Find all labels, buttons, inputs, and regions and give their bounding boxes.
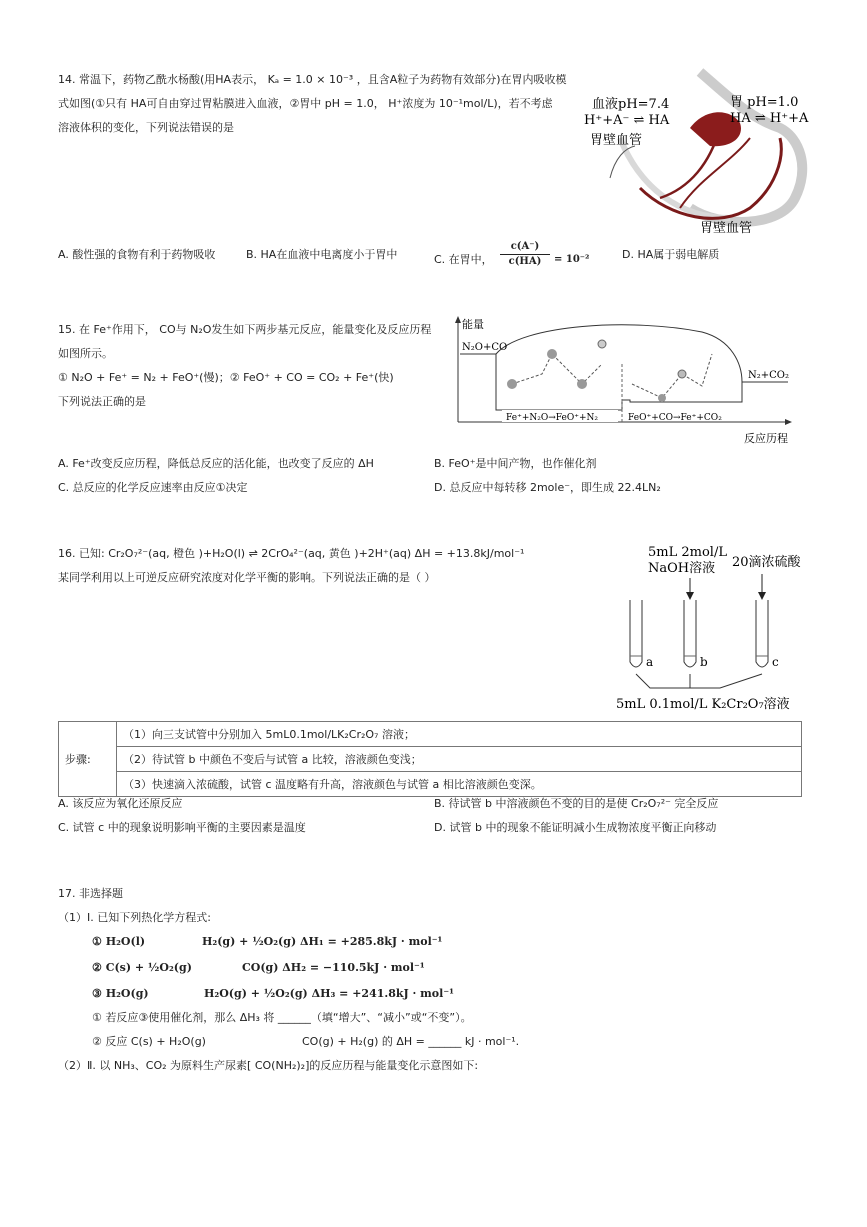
q16-option-d: D. 试管 b 中的现象不能证明减小生成物浓度平衡正向移动 — [434, 821, 717, 834]
q17-eq3-right: H₂O(g) + ½O₂(g) ΔH₃ = +241.8kJ · mol⁻¹ — [204, 987, 454, 1000]
q15-option-a: A. Fe⁺改变反应历程，降低总反应的活化能，也改变了反应的 ΔH — [58, 457, 374, 470]
naoh-label-line2: NaOH溶液 — [648, 561, 716, 576]
test-tubes-figure — [610, 540, 820, 715]
q15-option-c: C. 总反应的化学反应速率由反应①决定 — [58, 481, 248, 494]
tube-c-label: c — [772, 655, 779, 669]
step1-label: Fe⁺+N₂O→FeO⁺+N₂ — [506, 413, 599, 423]
q17-sub2-left: ② 反应 C(s) + H₂O(g) — [92, 1035, 206, 1048]
q14-option-d: D. HA属于弱电解质 — [622, 248, 720, 261]
q15-stem-line1: 15. 在 Fe⁺作用下， CO与 N₂O发生如下两步基元反应，能量变化及反应历程 — [58, 323, 432, 336]
q15-stem-line4: 下列说法正确的是 — [58, 395, 146, 408]
q15-option-b: B. FeO⁺是中间产物，也作催化剂 — [434, 457, 597, 470]
blood-equilibrium: H⁺+A⁻ ⇌ HA — [584, 113, 670, 128]
wall-vessel-label-2: 胃壁血管 — [700, 221, 753, 236]
tube-a-label: a — [646, 655, 654, 669]
q16-stem-line1: 16. 已知: Cr₂O₇²⁻(aq, 橙色 )+H₂O(l) ⇌ 2CrO₄²⁻(aq, 黄色 )+2H⁺(aq) ΔH = +13.8kJ/mol⁻¹ — [58, 547, 525, 560]
q15-stem-line3: ① N₂O + Fe⁺ = N₂ + FeO⁺(慢)；② FeO⁺ + CO = CO₂ + Fe⁺(快) — [58, 371, 394, 384]
q16-stem-line2: 某同学利用以上可逆反应研究浓度对化学平衡的影响。下列说法正确的是（ ） — [58, 571, 436, 584]
k2cr2o7-label: 5mL 0.1mol/L K₂Cr₂O₇溶液 — [616, 697, 790, 712]
q17-eq2-left: ② C(s) + ½O₂(g) — [92, 961, 192, 974]
q15-option-d: D. 总反应中每转移 2mole⁻，即生成 22.4LN₂ — [434, 481, 661, 494]
step-1: （1）向三支试管中分别加入 5mL0.1mol/LK₂Cr₂O₇ 溶液； — [117, 722, 802, 747]
steps-label: 步骤: — [59, 722, 117, 797]
end-state-label: N₂+CO₂ — [748, 370, 789, 381]
start-state-label: N₂O+CO — [462, 342, 508, 353]
naoh-label-line1: 5mL 2mol/L — [648, 545, 727, 560]
q17-sub2-right: CO(g) + H₂(g) 的 ΔH = ______ kJ · mol⁻¹. — [302, 1035, 520, 1048]
q17-eq1-left: ① H₂O(l) — [92, 935, 146, 948]
q14-option-c-value: = 10⁻² — [554, 254, 590, 265]
acid-label: 20滴浓硫酸 — [732, 555, 801, 570]
energy-profile-figure — [452, 314, 812, 448]
stomach-equilibrium: HA ⇌ H⁺+A — [730, 111, 809, 126]
step-2: （2）待试管 b 中颜色不变后与试管 a 比较，溶液颜色变浅； — [117, 747, 802, 772]
q14-option-b: B. HA在血液中电离度小于胃中 — [246, 248, 398, 261]
stomach-absorption-figure — [580, 68, 815, 238]
q16-option-c: C. 试管 c 中的现象说明影响平衡的主要因素是温度 — [58, 821, 306, 834]
q15-stem-line2: 如图所示。 — [58, 347, 113, 360]
q14-stem-line1: 14. 常温下，药物乙酰水杨酸(用HA表示， Kₐ = 1.0 × 10⁻³ ，且含A粒子为药物有效部分)在胃内吸收模 — [58, 73, 567, 86]
q14-option-c-fraction — [500, 240, 550, 269]
step2-label: FeO⁺+CO→Fe⁺+CO₂ — [628, 413, 722, 423]
fraction-denominator: c(HA) — [508, 256, 542, 267]
q17-eq2-right: CO(g) ΔH₂ = −110.5kJ · mol⁻¹ — [242, 961, 425, 974]
step-3: （3）快速滴入浓硫酸，试管 c 温度略有升高，溶液颜色与试管 a 相比溶液颜色变深。 — [117, 772, 802, 797]
q17-eq3-left: ③ H₂O(g) — [92, 987, 149, 1000]
q14-option-c-prefix: C. 在胃中， — [434, 253, 493, 266]
q16-option-b: B. 待试管 b 中溶液颜色不变的目的是使 Cr₂O₇²⁻ 完全反应 — [434, 797, 719, 810]
q17-title: 17. 非选择题 — [58, 887, 123, 900]
q14-option-a: A. 酸性强的食物有利于药物吸收 — [58, 248, 216, 261]
wall-vessel-label-1: 胃壁血管 — [590, 133, 643, 148]
q16-option-a: A. 该反应为氧化还原反应 — [58, 797, 183, 810]
q17-eq1-right: H₂(g) + ½O₂(g) ΔH₁ = +285.8kJ · mol⁻¹ — [202, 935, 443, 948]
stomach-ph-label: 胃 pH=1.0 — [730, 95, 799, 110]
q17-sub1: ① 若反应③使用催化剂，那么 ΔH₃ 将 ______（填“增大”、“减小”或“不变”）。 — [92, 1011, 472, 1024]
q17-part1: （1）Ⅰ. 已知下列热化学方程式: — [58, 911, 211, 924]
y-axis-label: 能量 — [462, 318, 484, 331]
tube-b-label: b — [700, 655, 708, 669]
q14-stem-line2: 式如图(①只有 HA可自由穿过胃粘膜进入血液，②胃中 pH = 1.0， H⁺浓度为 10⁻¹mol/L)，若不考虑 — [58, 97, 553, 110]
q14-stem-line3: 溶液体积的变化，下列说法错误的是 — [58, 121, 234, 134]
fraction-numerator: c(A⁻) — [500, 240, 550, 255]
x-axis-label: 反应历程 — [744, 432, 788, 445]
q17-part2: （2）Ⅱ. 以 NH₃、CO₂ 为原料生产尿素[ CO(NH₂)₂]的反应历程与能量变化示意图如下: — [58, 1059, 479, 1072]
blood-ph-label: 血液pH=7.4 — [592, 97, 670, 112]
q16-steps-table — [58, 721, 802, 797]
